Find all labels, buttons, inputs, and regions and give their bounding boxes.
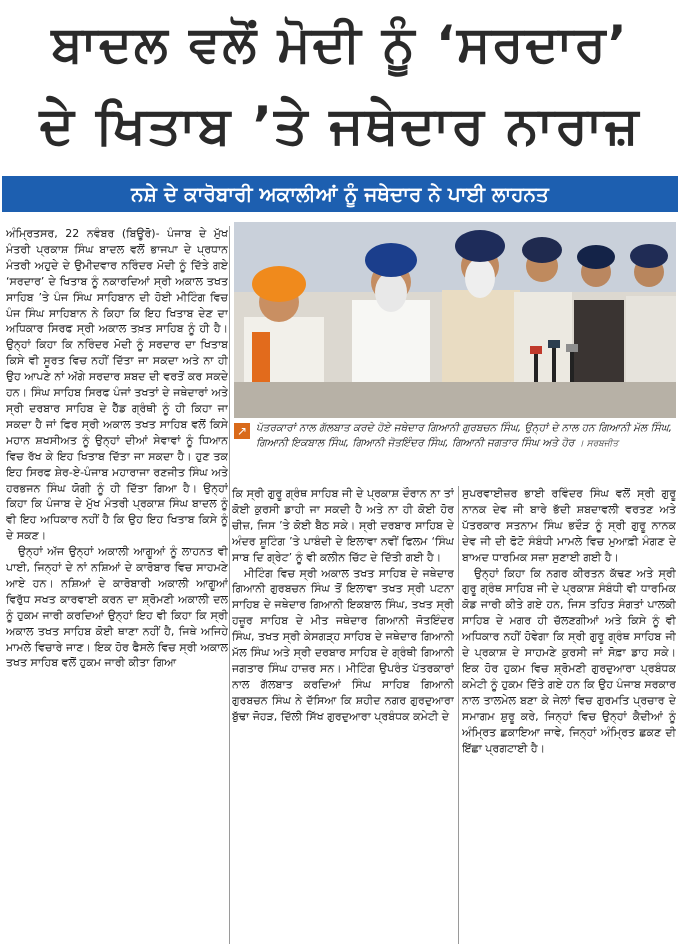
article-column-1 bbox=[6, 226, 228, 944]
photo-illustration bbox=[234, 222, 676, 418]
article-paragraph: ਉਨ੍ਹਾਂ ਅੱਜ ਉਨ੍ਹਾਂ ਅਕਾਲੀ ਆਗੂਆਂ ਨੂੰ ਲਾਹਨਤ ਵੀ ਪਾਈ, ਜਿਨ੍ਹਾਂ ਦੇ ਨਾਂ ਨਸ਼ਿਆਂ ਦੇ ਕਾਰੋਬਾਰ ਵਿਚ ਸਾਹਮਣੇ ਆਏ ਹਨ। ਨਸ਼ਿਆਂ ਦੇ ਕਾਰੋਬਾਰੀ ਅਕਾਲੀ ਆਗੂਆਂ ਵਿਰੁੱਧ ਸਖਤ ਕਾਰਵਾਈ ਕਰਨ ਦਾ ਸ਼੍ਰੋਮਣੀ ਅਕਾਲੀ ਦਲ ਨੂੰ ਹੁਕਮ ਜਾਰੀ ਕਰਦਿਆਂ ਉਨ੍ਹਾਂ ਇਹ ਵੀ ਕਿਹਾ ਕਿ ਸ੍ਰੀ ਅਕਾਲ ਤਖਤ ਸਾਹਿਬ ਕੋਈ ਥਾਣਾ ਨਹੀਂ ਹੈ, ਜਿਥੇ ਅਜਿਹੇ ਮਾਮਲੇ ਵਿਚਾਰੇ ਜਾਣ। ਇਕ ਹੋਰ ਫੈਸਲੇ ਵਿਚ ਸ੍ਰੀ ਅਕਾਲ ਤਖਤ ਸਾਹਿਬ ਵਲੋਂ ਹੁਕਮ ਜਾਰੀ ਕੀਤਾ ਗਿਆ bbox=[6, 545, 228, 670]
column-divider bbox=[458, 486, 459, 944]
photo-caption bbox=[234, 421, 676, 481]
article-paragraph: ਉਨ੍ਹਾਂ ਕਿਹਾ ਕਿ ਨਗਰ ਕੀਰਤਨ ਕੱਢਣ ਅਤੇ ਸ੍ਰੀ ਗੁਰੂ ਗ੍ਰੰਥ ਸਾਹਿਬ ਜੀ ਦੇ ਪ੍ਰਕਾਸ਼ ਸੰਬੰਧੀ ਵੀ ਧਾਰਮਿਕ ਕੋਡ ਜਾਰੀ ਕੀਤੇ ਗਏ ਹਨ, ਜਿਸ ਤਹਿਤ ਸੰਗਤਾਂ ਪਾਲਕੀ ਸਾਹਿਬ ਦੇ ਮਗਰ ਹੀ ਚੱਲਣਗੀਆਂ ਅਤੇ ਕਿਸੇ ਨੂੰ ਵੀ ਅਧਿਕਾਰ ਨਹੀਂ ਹੋਵੇਗਾ ਕਿ ਸ੍ਰੀ ਗੁਰੂ ਗ੍ਰੰਥ ਸਾਹਿਬ ਜੀ ਦੇ ਪ੍ਰਕਾਸ਼ ਦੇ ਸਾਹਮਣੇ ਕੁਰਸੀ ਜਾਂ ਸੋਫ਼ਾ ਡਾਹ ਸਕੇ। ਇਕ ਹੋਰ ਹੁਕਮ ਵਿਚ ਸ਼੍ਰੋਮਣੀ ਗੁਰਦੁਆਰਾ ਪ੍ਰਬੰਧਕ ਕਮੇਟੀ ਨੂੰ ਹੁਕਮ ਦਿੱਤੇ ਗਏ ਹਨ ਕਿ ਉਹ ਪੰਜਾਬ ਸਰਕਾਰ ਨਾਲ ਤਾਲਮੇਲ ਬਣਾ ਕੇ ਜੇਲਾਂ ਵਿਚ ਗੁਰਮਤਿ ਪ੍ਰਚਾਰ ਦੇ ਸਮਾਗਮ ਸ਼ੁਰੂ ਕਰੇ, ਜਿਨ੍ਹਾਂ ਵਿਚ ਉਨ੍ਹਾਂ ਕੈਦੀਆਂ ਨੂੰ ਅੰਮ੍ਰਿਤ ਛਕਾਇਆ ਜਾਵੇ, ਜਿਨ੍ਹਾਂ ਅੰਮ੍ਰਿਤ ਛਕਣ ਦੀ ਇੱਛਾ ਪ੍ਰਗਟਾਈ ਹੈ। bbox=[462, 566, 676, 755]
article-paragraph: ਮੀਟਿੰਗ ਵਿਚ ਸ੍ਰੀ ਅਕਾਲ ਤਖਤ ਸਾਹਿਬ ਦੇ ਜਥੇਦਾਰ ਗਿਆਨੀ ਗੁਰਬਚਨ ਸਿੰਘ ਤੋਂ ਇਲਾਵਾ ਤਖਤ ਸ੍ਰੀ ਪਟਨਾ ਸਾਹਿਬ ਦੇ ਜਥੇਦਾਰ ਗਿਆਨੀ ਇਕਬਾਲ ਸਿੰਘ, ਤਖਤ ਸ੍ਰੀ ਹਜ਼ੂਰ ਸਾਹਿਬ ਦੇ ਮੀਤ ਜਥੇਦਾਰ ਗਿਆਨੀ ਜੋਤਇੰਦਰ ਸਿੰਘ, ਤਖਤ ਸ੍ਰੀ ਕੇਸਗੜ੍ਹ ਸਾਹਿਬ ਦੇ ਜਥੇਦਾਰ ਗਿਆਨੀ ਮੱਲ ਸਿੰਘ ਅਤੇ ਸ੍ਰੀ ਦਰਬਾਰ ਸਾਹਿਬ ਦੇ ਗ੍ਰੰਥੀ ਗਿਆਨੀ ਜਗਤਾਰ ਸਿੰਘ ਹਾਜ਼ਰ ਸਨ। ਮੀਟਿੰਗ ਉਪਰੰਤ ਪੱਤਰਕਾਰਾਂ ਨਾਲ ਗੱਲਬਾਤ ਕਰਦਿਆਂ ਸਿੰਘ ਸਾਹਿਬ ਗਿਆਨੀ ਗੁਰਬਚਨ ਸਿੰਘ ਨੇ ਦੱਸਿਆ ਕਿ ਸ਼ਹੀਦ ਨਗਰ ਗੁਰਦੁਆਰਾ ਬੁੱਢਾ ਜੋਹੜ, ਦਿੱਲੀ ਸਿੱਖ ਗੁਰਦੁਆਰਾ ਪ੍ਰਬੰਧਕ ਕਮੇਟੀ ਦੇ bbox=[232, 566, 454, 723]
article-column-2 bbox=[232, 486, 454, 944]
photo-credit: । ਸਰਬਜੀਤ bbox=[577, 439, 619, 449]
article-column-3 bbox=[462, 486, 676, 944]
article-paragraph: ਅੰਮ੍ਰਿਤਸਰ, 22 ਨਵੰਬਰ (ਬਿਊਰੋ)- ਪੰਜਾਬ ਦੇ ਮੁੱਖ ਮੰਤਰੀ ਪ੍ਰਕਾਸ਼ ਸਿੰਘ ਬਾਦਲ ਵਲੋਂ ਭਾਜਪਾ ਦੇ ਪ੍ਰਧਾਨ ਮੰਤਰੀ ਅਹੁਦੇ ਦੇ ਉਮੀਦਵਾਰ ਨਰਿੰਦਰ ਮੋਦੀ ਨੂੰ ਦਿੱਤੇ ਗਏ ‘ਸਰਦਾਰ’ ਦੇ ਖਿਤਾਬ ਨੂੰ ਨਕਾਰਦਿਆਂ ਸ੍ਰੀ ਅਕਾਲ ਤਖਤ ਸਾਹਿਬ ’ਤੇ ਪੰਜ ਸਿੰਘ ਸਾਹਿਬਾਨ ਦੀ ਹੋਈ ਮੀਟਿੰਗ ਵਿਚ ਪੰਜ ਸਿੰਘ ਸਾਹਿਬਾਨ ਨੇ ਕਿਹਾ ਕਿ ਇਹ ਖਿਤਾਬ ਦੇਣ ਦਾ ਅਧਿਕਾਰ ਸਿਰਫ ਸ੍ਰੀ ਅਕਾਲ ਤਖ਼ਤ ਸਾਹਿਬ ਨੂੰ ਹੀ ਹੈ। ਉਨ੍ਹਾਂ ਕਿਹਾ ਕਿ ਨਰਿੰਦਰ ਮੋਦੀ ਨੂੰ ਸਰਦਾਰ ਦਾ ਖਿਤਾਬ ਕਿਸੇ ਵੀ ਸੂਰਤ ਵਿਚ ਨਹੀਂ ਦਿੱਤਾ ਜਾ ਸਕਦਾ ਅਤੇ ਨਾ ਹੀ ਉਹ ਆਪਣੇ ਨਾਂ ਅੱਗੇ ਸਰਦਾਰ ਸ਼ਬਦ ਦੀ ਵਰਤੋਂ ਕਰ ਸਕਦੇ ਹਨ। ਸਿੰਘ ਸਾਹਿਬ ਸਿਰਫ ਪੰਜਾਂ ਤਖਤਾਂ ਦੇ ਜਥੇਦਾਰਾਂ ਅਤੇ ਸ੍ਰੀ ਦਰਬਾਰ ਸਾਹਿਬ ਦੇ ਹੈੱਡ ਗ੍ਰੰਥੀ ਨੂੰ ਹੀ ਕਿਹਾ ਜਾ ਸਕਦਾ ਹੈ ਜਾਂ ਫਿਰ ਸ੍ਰੀ ਅਕਾਲ ਤਖਤ ਸਾਹਿਬ ਵਲੋਂ ਕਿਸੇ ਮਹਾਨ ਸ਼ਖਸੀਅਤ ਨੂੰ ਉਨ੍ਹਾਂ ਦੀਆਂ ਸੇਵਾਵਾਂ ਨੂੰ ਧਿਆਨ ਵਿਚ ਰੱਖ ਕੇ ਇਹ ਖਿਤਾਬ ਦਿੱਤਾ ਜਾ ਸਕਦਾ ਹੈ। ਹੁਣ ਤਕ ਇਹ ਸਿਰਫ ਸ਼ੇਰ-ਏ-ਪੰਜਾਬ ਮਹਾਰਾਜਾ ਰਣਜੀਤ ਸਿੰਘ ਅਤੇ ਹਰਭਜਨ ਸਿੰਘ ਯੋਗੀ ਨੂੰ ਹੀ ਦਿੱਤਾ ਗਿਆ ਹੈ। ਉਨ੍ਹਾਂ ਕਿਹਾ ਕਿ ਪੰਜਾਬ ਦੇ ਮੁੱਖ ਮੰਤਰੀ ਪ੍ਰਕਾਸ਼ ਸਿੰਘ ਬਾਦਲ ਨੂੰ ਵੀ ਇਹ ਅਧਿਕਾਰ ਨਹੀਂ ਹੈ ਕਿ ਉਹ ਇਹ ਖਿਤਾਬ ਕਿਸੇ ਨੂੰ ਦੇ ਸਕਣ। bbox=[6, 227, 228, 543]
subheadline-banner: ਨਸ਼ੇ ਦੇ ਕਾਰੋਬਾਰੀ ਅਕਾਲੀਆਂ ਨੂੰ ਜਥੇਦਾਰ ਨੇ ਪਾਈ ਲਾਹਨਤ bbox=[2, 176, 678, 212]
column-divider bbox=[229, 226, 230, 944]
photo-caption-text: ਪੱਤਰਕਾਰਾਂ ਨਾਲ ਗੱਲਬਾਤ ਕਰਦੇ ਹੋਏ ਜਥੇਦਾਰ ਗਿਆਨੀ ਗੁਰਬਚਨ ਸਿੰਘ, ਉਨ੍ਹਾਂ ਦੇ ਨਾਲ ਹਨ ਗਿਆਨੀ ਮੱਲ ਸਿੰਘ, ਗਿਆਨੀ ਇਕਬਾਲ ਸਿੰਘ, ਗਿਆਨੀ ਜੋਤਇੰਦਰ ਸਿੰਘ, ਗਿਆਨੀ ਜਗਤਾਰ ਸਿੰਘ ਅਤੇ ਹੋਰ bbox=[256, 422, 673, 449]
press-conference-photo bbox=[234, 222, 676, 418]
article-paragraph: ਸੁਪਰਵਾਈਜ਼ਰ ਭਾਈ ਰਵਿੰਦਰ ਸਿੰਘ ਵਲੋਂ ਸ੍ਰੀ ਗੁਰੂ ਨਾਨਕ ਦੇਵ ਜੀ ਬਾਰੇ ਭੱਦੀ ਸ਼ਬਦਾਵਲੀ ਵਰਤਣ ਅਤੇ ਪੱਤਰਕਾਰ ਸਤਨਾਮ ਸਿੰਘ ਭਦੌੜ ਨੂੰ ਸ੍ਰੀ ਗੁਰੂ ਨਾਨਕ ਦੇਵ ਜੀ ਦੀ ਫੋਟੋ ਸੰਬੰਧੀ ਮਾਮਲੇ ਵਿਚ ਮੁਆਫ਼ੀ ਮੰਗਣ ਦੇ ਬਾਅਦ ਧਾਰਮਿਕ ਸਜ਼ਾ ਸੁਣਾਈ ਗਈ ਹੈ। bbox=[462, 487, 676, 564]
caption-arrow-icon: ↗ bbox=[234, 423, 250, 439]
headline-line-2: ਦੇ ਖਿਤਾਬ ’ਤੇ ਜਥੇਦਾਰ ਨਾਰਾਜ਼ bbox=[39, 96, 641, 156]
article-paragraph: ਕਿ ਸ੍ਰੀ ਗੁਰੂ ਗ੍ਰੰਥ ਸਾਹਿਬ ਜੀ ਦੇ ਪ੍ਰਕਾਸ਼ ਦੌਰਾਨ ਨਾ ਤਾਂ ਕੋਈ ਕੁਰਸੀ ਡਾਹੀ ਜਾ ਸਕਦੀ ਹੈ ਅਤੇ ਨਾ ਹੀ ਕੋਈ ਹੋਰ ਚੀਜ਼, ਜਿਸ ’ਤੇ ਕੋਈ ਬੈਠ ਸਕੇ। ਸ੍ਰੀ ਦਰਬਾਰ ਸਾਹਿਬ ਦੇ ਅੰਦਰ ਸ਼ੂਟਿੰਗ ’ਤੇ ਪਾਬੰਦੀ ਦੇ ਇਲਾਵਾ ਨਵੀਂ ਫਿਲਮ ‘ਸਿੰਘ ਸਾਬ ਦਿ ਗ੍ਰੇਟ’ ਨੂੰ ਵੀ ਕਲੀਨ ਚਿੱਟ ਦੇ ਦਿੱਤੀ ਗਈ ਹੈ। bbox=[232, 487, 454, 564]
headline-line-1: ਬਾਦਲ ਵਲੋਂ ਮੋਦੀ ਨੂੰ ‘ਸਰਦਾਰ’ bbox=[51, 15, 629, 73]
